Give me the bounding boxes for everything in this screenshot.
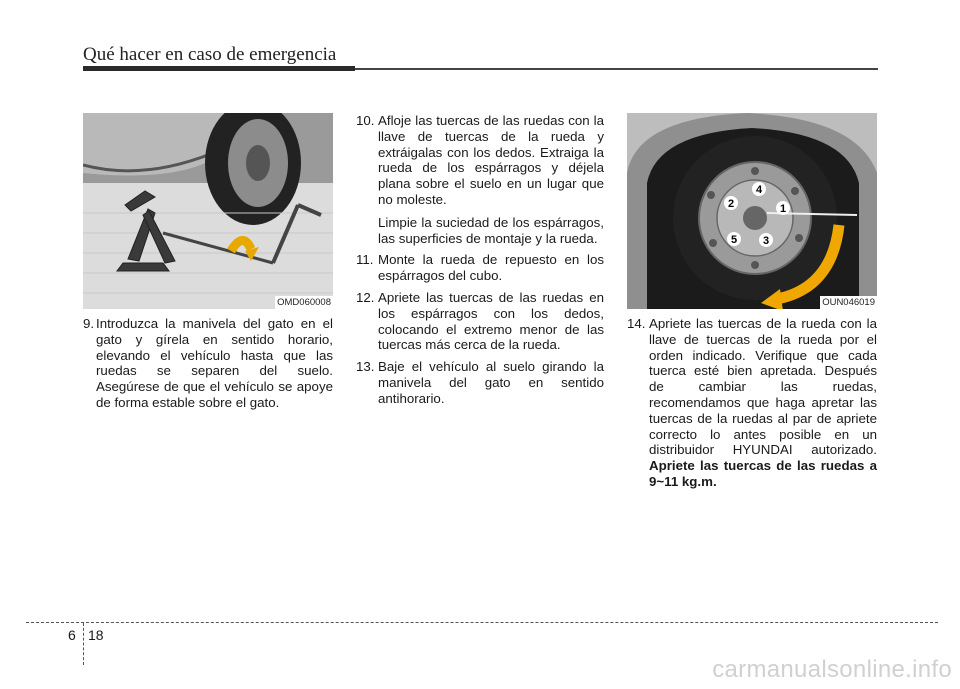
page-number: 18: [88, 627, 104, 643]
step-number: 14.: [627, 316, 646, 331]
footer-divider: [83, 623, 84, 665]
column-middle: [356, 113, 604, 413]
header-rule: [83, 66, 355, 71]
footer-rule: [26, 622, 938, 623]
header-rule-thin: [355, 68, 878, 70]
step-text: Monte la rueda de repuesto en los espárragos del cubo.: [378, 252, 604, 284]
step-subtext: Limpie la suciedad de los espárragos, las superficies de montaje y la rueda.: [378, 214, 604, 246]
lug-number-5: 5: [730, 234, 738, 246]
jack-drawing: [83, 113, 333, 309]
wheel-illustration: [627, 113, 877, 309]
section-title: Qué hacer en caso de emergencia: [83, 44, 337, 65]
step-text: Introduzca la manivela del gato en el gato y gírela en sentido horario, elevando el vehículo hasta que las ruedas se separen del suelo. Asegúrese de que el vehículo se apoye de forma estable sobre el gato.: [96, 316, 333, 410]
column-right: [627, 316, 877, 496]
jack-illustration: [83, 113, 333, 309]
torque-spec: Apriete las tuercas de las ruedas a 9~11 kg.m.: [649, 458, 877, 489]
lug-number-2: 2: [727, 198, 735, 210]
lug-number-1: 1: [779, 203, 787, 215]
lug-number-4: 4: [755, 184, 763, 196]
wheel-drawing: [627, 113, 877, 309]
step-text: Baje el vehículo al suelo girando la manivela del gato en sentido antihorario.: [378, 359, 604, 406]
figure-code: OUN046019: [822, 297, 875, 308]
step-number: 11.: [356, 252, 374, 268]
step-14: [627, 316, 877, 490]
step-number: 13.: [356, 359, 375, 375]
chapter-number: 6: [68, 627, 76, 643]
step-13: [356, 359, 604, 406]
step-12: [356, 290, 604, 353]
step-10: [356, 113, 604, 246]
watermark: carmanualsonline.info: [712, 656, 952, 683]
step-number: 12.: [356, 289, 375, 305]
column-left: [83, 316, 333, 417]
step-9: [83, 316, 333, 411]
step-number: 9.: [83, 316, 95, 331]
step-11: [356, 252, 604, 284]
step-text: [649, 316, 877, 490]
step-text-body: Apriete las tuercas de la rueda con la llave de tuercas de la rueda por el orden indicado. Verifique que cada tuerca esté bien apretada. Después de cambiar las ruedas, recomendamos que haga apretar las tuercas de la ruedas al par de apriete correcto lo antes posible en un distribuidor HYUNDAI autorizado.: [649, 316, 877, 458]
step-number: 10.: [356, 113, 375, 128]
step-text: Afloje las tuercas de las ruedas con la llave de tuercas de la rueda y extráigalas con los dedos. Extraiga la rueda de los espárragos y déjela plana sobre el suelo en un lugar que no moleste.: [378, 113, 604, 207]
step-text: Apriete las tuercas de las ruedas en los espárragos con los dedos, colocando el extremo menor de las tuercas más cerca de la rueda.: [378, 289, 604, 353]
figure-code: OMD060008: [277, 297, 331, 308]
lug-number-3: 3: [762, 235, 770, 247]
